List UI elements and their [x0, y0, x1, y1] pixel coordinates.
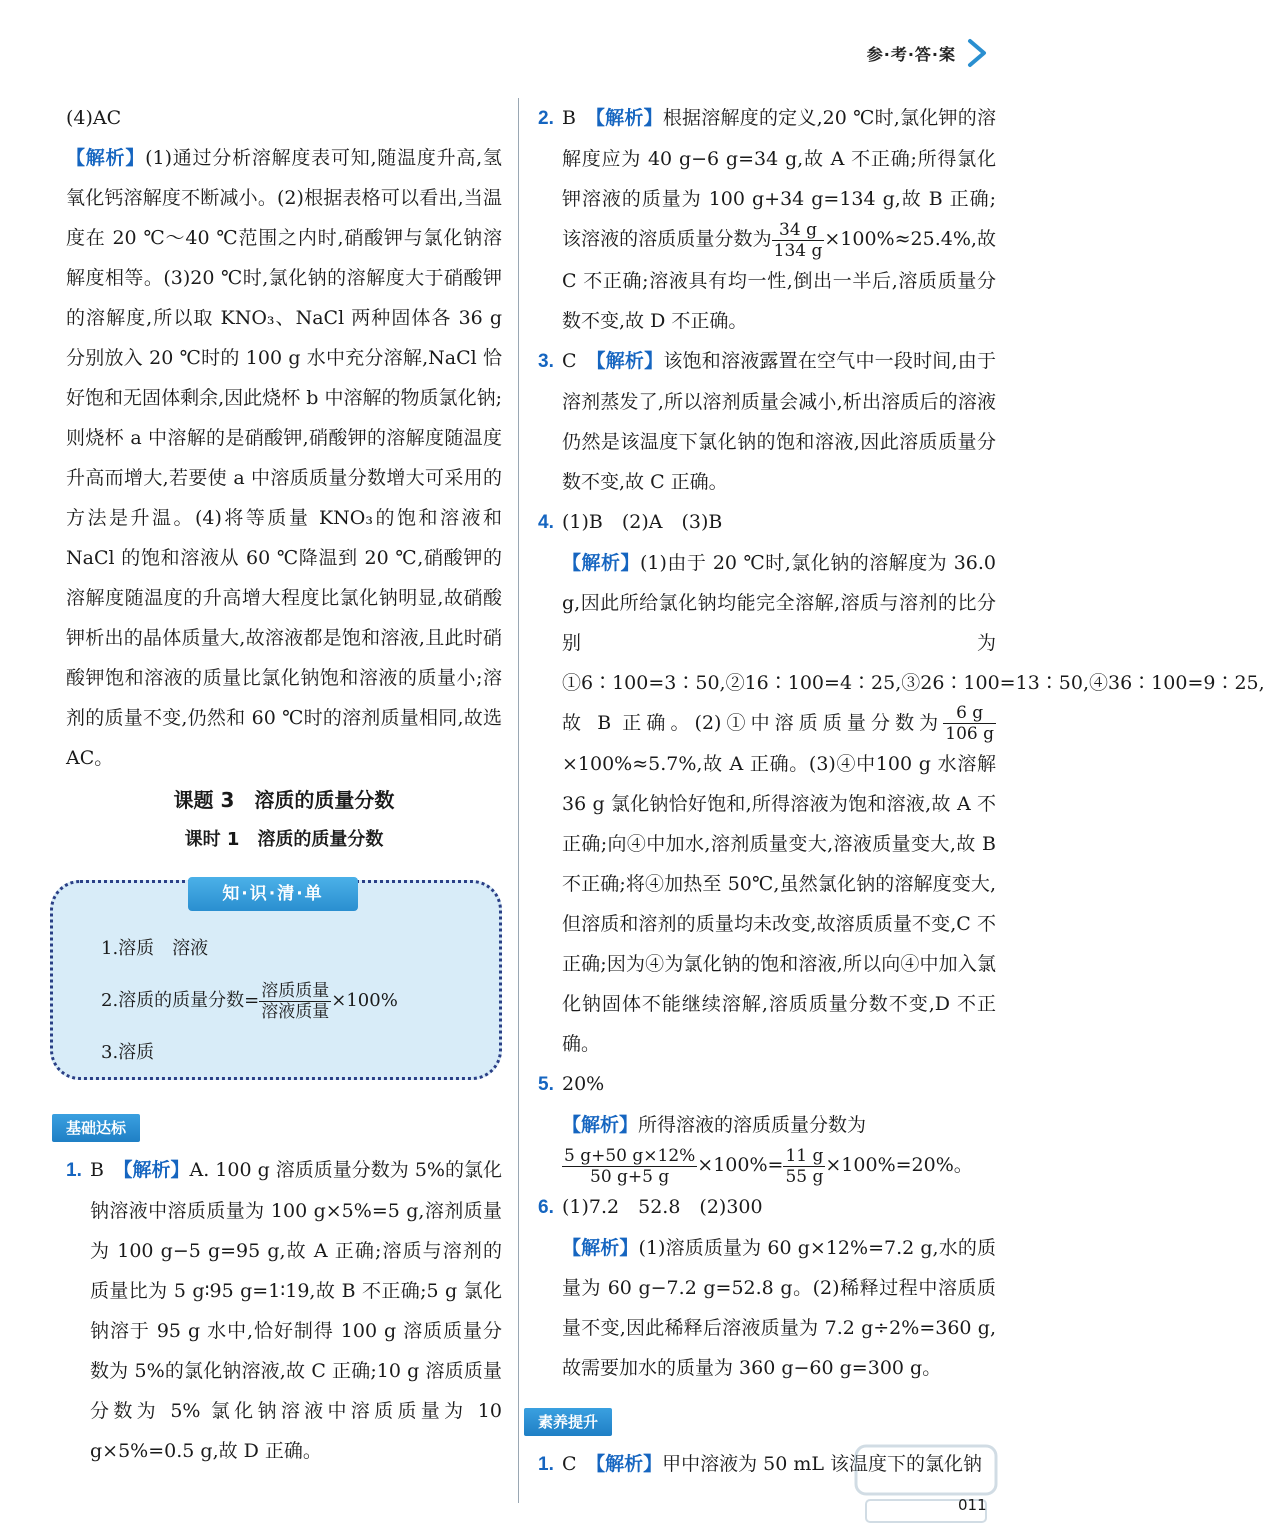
question-number: 1. — [538, 1453, 554, 1475]
analysis-text: 根据溶解度的定义,20 ℃时,氯化钾的溶解度应为 40 g−6 g=34 g,故 A 不正确;所得氯化钾溶液的质量为 100 g+34 g=134 g,故 B 正确;该溶液的溶质质量分数为 — [562, 107, 996, 250]
lesson-title: 课题 3 溶质的质量分数 — [173, 788, 395, 812]
fraction — [562, 1146, 697, 1187]
page-number: 011 — [958, 1496, 987, 1514]
question-5-analysis — [538, 1105, 996, 1187]
question-number: 6. — [538, 1196, 554, 1218]
analysis-bracket: 【解析】 — [595, 349, 664, 372]
formula-end: ×100%=20%。 — [825, 1154, 973, 1176]
question-4-analysis — [538, 543, 1265, 1065]
question-6-answer — [538, 1187, 996, 1228]
analysis-bracket: 【解析】 — [562, 551, 640, 574]
question-number: 1. — [66, 1160, 82, 1181]
fraction — [772, 220, 825, 261]
question-number: 3. — [538, 350, 554, 372]
analysis-bracket: 【解析】 — [122, 1159, 190, 1181]
answer: C — [562, 349, 577, 372]
analysis-text: (1)溶质质量为 60 g×12%=7.2 g,水的质量为 60 g−7.2 g=52.8 g。(2)稀释过程中溶质质量不变,因此稀释后溶液质量为 7.2 g÷2%=360 g,故需要加水的质量为 360 g−60 g=300 g。 — [562, 1236, 996, 1379]
right-column — [538, 98, 1265, 1485]
analysis-paragraph — [66, 138, 502, 778]
knowledge-item-2-label: 2.溶质的质量分数= — [101, 990, 260, 1011]
analysis-bracket: 【解析】 — [595, 107, 663, 129]
formula-denominator: 溶液质量 — [261, 1001, 330, 1022]
answer: B — [90, 1159, 104, 1181]
knowledge-list — [101, 923, 398, 1079]
analysis-text-cont: ×100%≈25.4%,故 C 不正确;溶液具有均一性,倒出一半后,溶质质量分数不变,故 D 不正确。 — [562, 228, 996, 332]
answer: 20% — [562, 1073, 605, 1095]
header-label: 参·考·答·案 — [866, 45, 956, 64]
formula-numerator: 溶质质量 — [261, 980, 330, 1001]
fraction-numerator: 11 g — [785, 1145, 824, 1166]
analysis-text: A. 100 g 溶质质量分数为 5%的氯化钠溶液中溶质质量为 100 g×5%=5 g,溶剂质量为 100 g−5 g=95 g,故 A 正确;溶质与溶剂的质量比为 5 g∶95 g=1∶19,故 B 不正确;5 g 氯化钠溶于 95 g 水中,恰好制得 100 g 溶质质量分数为 5%的氯化钠溶液,故 C 正确;10 g 溶质质量分数为 5% 氯化钠溶液中溶质质量为 10 g×5%=0.5 g,故 D 正确。 — [90, 1159, 502, 1462]
section-tag-advanced: 素养提升 — [524, 1408, 612, 1436]
knowledge-tab: 知·识·清·单 — [188, 877, 358, 911]
chevron-right-icon — [964, 38, 990, 68]
column-divider — [518, 98, 519, 1503]
answer: (1)B (2)A (3)B — [562, 510, 723, 533]
formula-suffix: ×100% — [331, 990, 398, 1011]
analysis-text: 该饱和溶液露置在空气中一段时间,由于溶剂蒸发了,所以溶剂质量会减小,析出溶质后的溶液仍然是该温度下氯化钠的饱和溶液,因此溶质质量分数不变,故 C 正确。 — [562, 349, 996, 493]
analysis-text-cont: ×100%≈5.7%,故 A 正确。(3)④中100 g 水溶解 36 g 氯化钠恰好饱和,所得溶液为饱和溶液,故 A 不正确;向④中加水,溶剂质量变大,溶液质量变大,故 B 不正确;将④加热至 50℃,虽然氯化钠的溶解度变大,但溶质和溶剂的质量均未改变,故溶质质量不变,C 不正确;因为④为氯化钠的饱和溶液,所以向④中加入氯化钠固体不能继续溶解,溶质质量分数不变,D 不正确。 — [562, 753, 996, 1055]
fraction-denominator: 134 g — [773, 240, 823, 261]
question-6-analysis — [538, 1228, 996, 1388]
knowledge-item-2 — [101, 975, 398, 1027]
answer-4: (4)AC — [66, 107, 122, 129]
knowledge-item-3: 3.溶质 — [101, 1042, 155, 1063]
watermark-logo-icon — [852, 1438, 1002, 1528]
fraction-denominator: 55 g — [785, 1166, 824, 1187]
question-5-answer — [538, 1064, 996, 1105]
section-tag-basic: 基础达标 — [52, 1114, 140, 1142]
knowledge-box — [50, 880, 502, 1080]
fraction-denominator: 106 g — [945, 724, 994, 744]
question-number: 4. — [538, 511, 554, 533]
lesson-subtitle: 课时 1 溶质的质量分数 — [184, 829, 384, 850]
question-4-answer — [538, 502, 996, 543]
question-2 — [538, 98, 996, 341]
answer: (1)7.2 52.8 (2)300 — [562, 1195, 763, 1218]
fraction — [783, 1146, 825, 1187]
answer: B — [562, 107, 576, 129]
analysis-text: 甲中溶液为 50 mL 该温度下的氯化钠 — [662, 1452, 983, 1475]
analysis-bracket: 【解析】 — [66, 147, 146, 169]
fraction-numerator: 5 g+50 g×12% — [564, 1145, 696, 1166]
fraction-numerator: 6 g — [943, 703, 996, 724]
fraction — [943, 703, 996, 744]
question-number: 5. — [538, 1074, 554, 1095]
analysis-bracket: 【解析】 — [562, 1114, 639, 1136]
analysis-text: (1)由于 20 ℃时,氯化钠的溶解度为 36.0 g,因此所给氯化钠均能完全溶解,溶质与溶剂的比分别为①6∶100=3∶50,②16∶100=4∶25,③26∶100=13∶50,④36∶100=9∶25,故 B 正确。(2)①中溶质质量分数为 — [562, 551, 1265, 734]
question-3 — [538, 341, 996, 502]
analysis-text: (1)通过分析溶解度表可知,随温度升高,氢氧化钙溶解度不断减小。(2)根据表格可以看出,当温度在 20 ℃～40 ℃范围之内时,硝酸钾与氯化钠溶解度相等。(3)20 ℃时,氯化钠的溶解度大于硝酸钾的溶解度,所以取 KNO₃、NaCl 两种固体各 36 g 分别放入 20 ℃时的 100 g 水中充分溶解,NaCl 恰好饱和无固体剩余,因此烧杯 b 中溶解的物质氯化钠;则烧杯 a 中溶解的是硝酸钾,硝酸钾的溶解度随温度升高而增大,若要使 a 中溶质质量分数增大可采用的方法是升温。(4)将等质量 KNO₃的饱和溶液和 NaCl 的饱和溶液从 60 ℃降温到 20 ℃,硝酸钾的溶解度随温度的升高增大程度比氯化钠明显,故硝酸钾析出的晶体质量大,故溶液都是饱和溶液,且此时硝酸钾饱和溶液的质量比氯化钠饱和溶液的质量小;溶剂的质量不变,仍然和 60 ℃时的溶剂质量相同,故选 AC。 — [66, 147, 502, 769]
answer: C — [562, 1452, 577, 1475]
formula-mid: ×100%= — [697, 1154, 784, 1176]
left-column — [66, 98, 502, 1471]
analysis-bracket: 【解析】 — [562, 1236, 639, 1259]
question-1 — [66, 1150, 502, 1471]
analysis-text: 所得溶液的溶质质量分数为 — [638, 1114, 867, 1136]
question-number: 2. — [538, 108, 554, 129]
analysis-bracket: 【解析】 — [595, 1452, 663, 1475]
fraction-denominator: 50 g+5 g — [590, 1166, 670, 1187]
knowledge-item-1: 1.溶质 溶液 — [101, 938, 209, 959]
fraction-numerator: 34 g — [772, 220, 825, 241]
mass-fraction-formula — [259, 981, 331, 1022]
